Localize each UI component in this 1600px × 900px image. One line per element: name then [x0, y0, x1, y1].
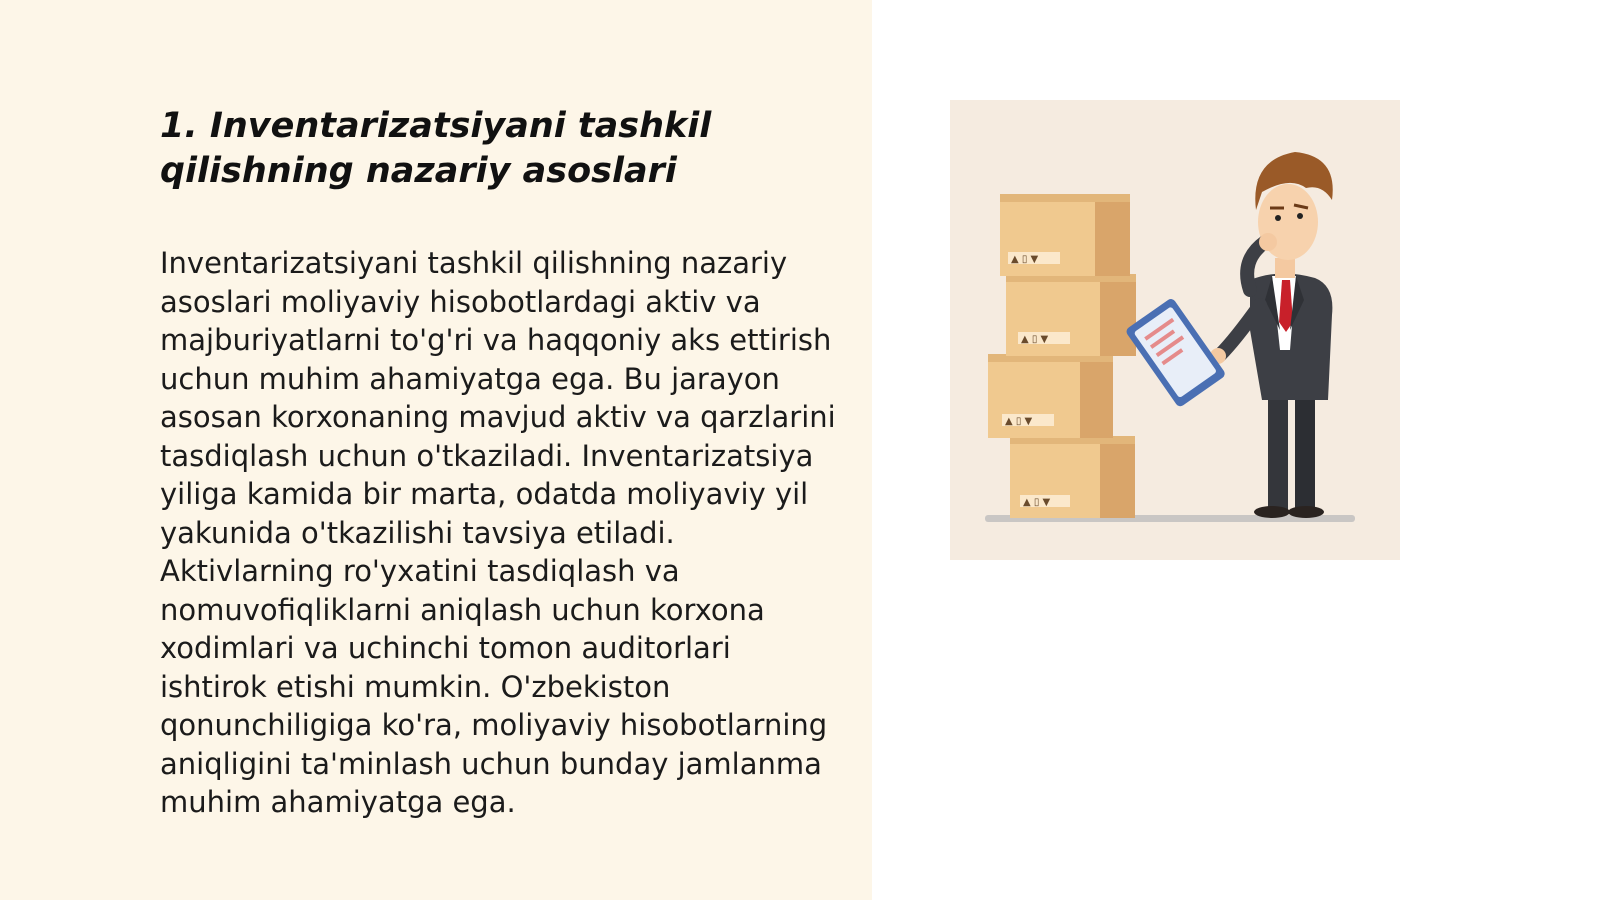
svg-text:▲ ▯ ▼: ▲ ▯ ▼: [1011, 254, 1039, 265]
box-icon: [1006, 274, 1136, 356]
businessman-checking-boxes-icon: [950, 100, 1400, 560]
box-icon: [1000, 194, 1130, 276]
slide-body-text: Inventarizatsiyani tashkil qilishning nazariy asoslari moliyaviy hisobotlardagi aktiv va majburiyatlarni to'g'ri va haqqoniy aks ettirish uchun muhim ahamiyatga ega. Bu jarayon asosan korxonaning mavjud aktiv va qarzlarini tasdiqlash uchun o'tkaziladi. Inventarizatsiya yiliga kamida bir marta, odatda moliyaviy yil yakunida o'tkazilishi tavsiya etiladi. Aktivlarning ro'yxatini tasdiqlash va nomuvofiqliklarni aniqlash uchun korxona xodimlari va uchinchi tomon auditorlari ishtirok etishi mumkin. O'zbekiston qonunchiligiga ko'ra, moliyaviy hisobotlarning aniqligini ta'minlash uchun bunday jamlanma muhim ahamiyatga ega.: [160, 246, 836, 819]
svg-text:▲ ▯ ▼: ▲ ▯ ▼: [1005, 416, 1033, 427]
box-icon: [1010, 436, 1135, 518]
box-icon: [988, 354, 1113, 438]
businessman-boxes-illustration: [950, 100, 1400, 560]
svg-text:▲ ▯ ▼: ▲ ▯ ▼: [1021, 334, 1049, 345]
slide-title: 1. Inventarizatsiyani tashkil qilishning nazariy asoslari: [160, 106, 712, 191]
businessman-icon: [1125, 152, 1333, 518]
svg-text:▲ ▯ ▼: ▲ ▯ ▼: [1023, 497, 1051, 508]
